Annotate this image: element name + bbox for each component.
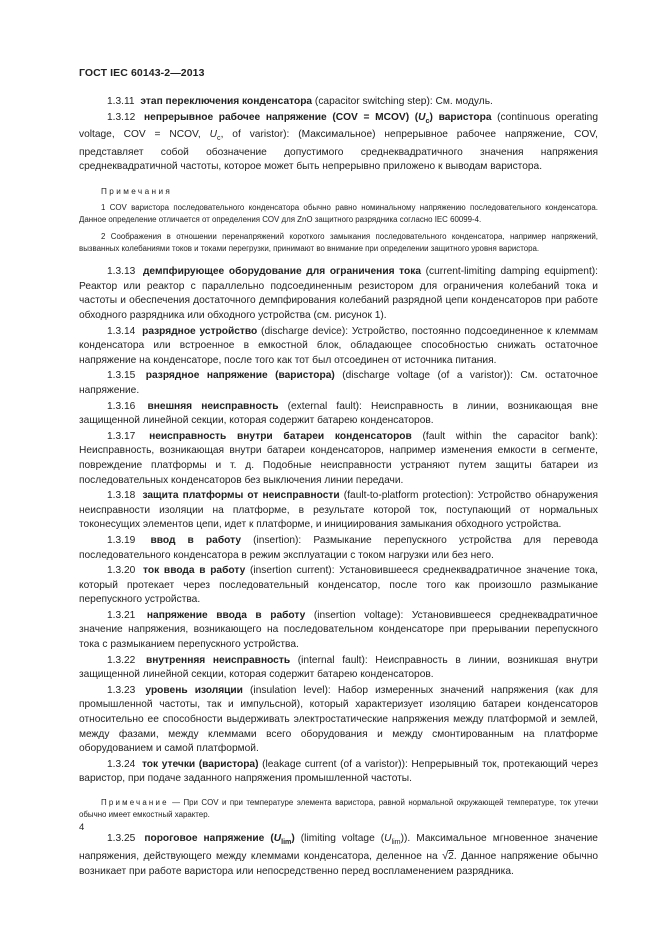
entry-number: 1.3.22 [107,654,136,666]
term-part: ) [291,832,295,844]
sqrt-two [442,851,454,862]
entry-1-3-15 [79,369,598,398]
entry-number: 1.3.13 [107,266,136,278]
entry-text: , of varistor): (Максимальное) непрерывное рабочее напряжение, COV, представляет собой обозначение допустимого среднеквадратичного значения напряжения среднеквадратичной частоты, которое может быть непрерывно приложено к выводам варистора. [79,129,598,173]
entry-number: 1.3.11 [107,96,135,107]
entry-text: (fault within the capacitor bank): Неисправность, возникающая внутри батареи конденсаторов, например изменения емкости в сегменте, повреждение платформы и т. д. Подобные неисправности устраняют путем защиты батареи из последовательных конденсаторов без выключения линии передачи. [79,430,598,486]
entry-term: внешняя неисправность [147,400,279,412]
notes-title: Примечания [101,187,173,197]
entry-number: 1.3.25 [107,832,136,844]
entry-1-3-20 [79,564,598,608]
entry-1-3-16 [79,400,598,429]
entry-term: разрядное устройство [142,325,258,337]
entry-number: 1.3.15 [107,370,136,382]
entry-1-3-18 [79,489,598,533]
entry-1-3-21 [79,609,598,653]
term-part: непрерывное рабочее напряжение (COV = MCOV) ( [144,111,419,123]
symbol-subscript: c [425,116,430,125]
symbol-subscript: c [217,134,221,143]
entry-number: 1.3.18 [107,490,136,502]
sqrt-sign: √ [442,850,449,863]
standard-header: ГОСТ IEC 60143-2—2013 [79,67,205,79]
entry-number: 1.3.23 [107,684,136,696]
entry-text: (capacitor switching step): См. модуль. [312,96,493,107]
entry-number: 1.3.24 [107,758,136,770]
page-number: 4 [79,822,85,833]
entry-text: (leakage current (of a varistor)): Непрерывный ток, протекающий через варистор, при подаче заданного напряжения промышленной частоты. [79,758,598,785]
entry-1-3-11 [79,95,598,110]
entry-text: (insertion current): Установившееся среднеквадратичное значение тока, который протекает через последовательный конденсатор, после того как произошло размыкание перепускного устройства. [79,565,598,606]
term-part: ( [264,832,274,844]
entry-1-3-24 [79,758,598,787]
symbol-u: U [418,111,426,123]
entry-number: 1.3.14 [107,325,136,337]
entry-term [144,112,491,123]
symbol-subscript: lim [281,837,292,846]
entry-term: этап переключения конденсатора [140,96,313,107]
entry-1-3-22 [79,654,598,683]
note-leakage [79,797,598,822]
entry-term [144,833,294,844]
note-item: 2 Соображения в отношении перенапряжений короткого замыкания последовательного конденсатора, например напряжений, вызванных колебаниями токов и токами перегрузки, принимают во внимание при определении защитного уровня варистора. [79,231,598,253]
entry-text: (continuous operating voltage, COV = NCOV, [79,111,598,141]
entry-text: . Данное напряжение обычно возникает при работе варистора или непосредственно перед воспламенением разрядника. [79,851,598,877]
entry-term: ввод в работу [150,534,241,546]
note-text: — При COV и при температуре элемента варистора, равной нормальной окружающей температуре, ток утечки обычно имеет емкостный характер. [79,798,598,820]
entry-number: 1.3.17 [107,430,136,442]
entry-number: 1.3.16 [107,400,136,412]
entry-text: (limiting voltage ( [294,832,385,844]
entry-term: уровень изоляции [145,684,243,696]
entry-number: 1.3.21 [107,609,136,621]
entry-1-3-17 [79,430,598,488]
notes-block [79,187,598,255]
term-part: ) варистора [429,111,492,123]
entry-term: ток утечки (варистора) [141,758,259,770]
entry-number: 1.3.12 [107,111,136,123]
entry-1-3-23 [79,684,598,757]
entry-1-3-12 [79,111,598,175]
entry-1-3-14 [79,325,598,369]
entry-text: )). Максимальное мгновенное значение напряжения, действующего между клеммами конденсатора, деленное на [79,832,598,863]
symbol-u: U [273,832,282,844]
note-item: 1 COV варистора последовательного конденсатора обычно равно номинальному напряжению последовательного конденсатора. Данное определение отличается от определения COV для ZnO защитного разрядника согласно IEC 60099-4. [79,203,598,225]
entry-text: (fault-to-platform protection): Устройство обнаружения неисправности изоляции на платформе, в результате которой ток, поступающий от нормальных токонесущих элементов цепи, идет к платформе, и инициирования замыкания обходного устройства. [79,490,598,531]
entry-text: (internal fault): Неисправность в линии, возникшая внутри защищенной линейной секции, которая содержит батарею конденсаторов. [79,654,598,681]
entry-term: напряжение ввода в работу [146,609,306,621]
entry-1-3-25 [79,832,598,880]
entry-number: 1.3.19 [107,534,136,546]
symbol-u: U [209,129,217,141]
entry-text: (insulation level): Набор измеренных значений напряжения (как для промышленной частоты, так и импульсной), который характеризует изоляцию батареи конденсаторов относительно ее способности выдерживать электростатические напряжения между платформой и землей, между фазами, между клеммами всего оборудования и между смонтированным на платформе оборудованием и самой платформой. [79,684,598,755]
entry-1-3-13 [79,265,598,323]
symbol-u: U [384,832,392,844]
entry-number: 1.3.20 [107,565,136,577]
entry-term: демпфирующее оборудование для ограничения тока [142,266,422,278]
entry-term: неисправность внутри батареи конденсаторов [149,430,412,442]
entry-term: защита платформы от неисправности [142,490,340,502]
entry-term: ток ввода в работу [143,565,246,577]
entry-text: (insertion): Размыкание перепускного устройства для перевода последовательного конденсатора в режим эксплуатации с током нагрузки или без него. [79,534,598,561]
entry-text: (external fault): Неисправность в линии, возникающая вне защищенной линейной секции, которая содержит батарею конденсаторов. [79,400,598,427]
entry-text: (current-limiting damping equipment): Реактор или реактор с параллельно подсоединенным резистором для ограничения колебаний тока и частоты и обеспечения достаточного демпфирования колебаний разрядной цепи конденсаторов при работе обходного разрядника или обходного устройства (см. рисунок 1). [79,266,598,321]
entry-term: разрядное напряжение (варистора) [145,370,335,382]
entry-text: (discharge device): Устройство, постоянно подсоединенное к клеммам конденсатора или встроенное в емкостной блок, обладающее способностью снижать остаточное напряжение на конденсаторе, после того как тот был отсоединен от источника питания. [79,325,598,366]
symbol-subscript: lim [391,837,401,846]
entry-text: (discharge voltage (of a varistor)): См. остаточное напряжение. [79,370,598,396]
sqrt-value: 2 [448,851,454,863]
entry-term: внутренняя неисправность [145,654,291,666]
entry-1-3-19 [79,534,598,563]
document-body [79,95,598,880]
entry-text: (insertion voltage): Установившееся среднеквадратичное значение напряжения, возникающего на последовательном конденсаторе при прерывании перепускного тока с размыканием перепускного устройства. [79,609,598,651]
term-part: пороговое напряжение [144,832,265,844]
note-label: Примечание [101,798,169,807]
